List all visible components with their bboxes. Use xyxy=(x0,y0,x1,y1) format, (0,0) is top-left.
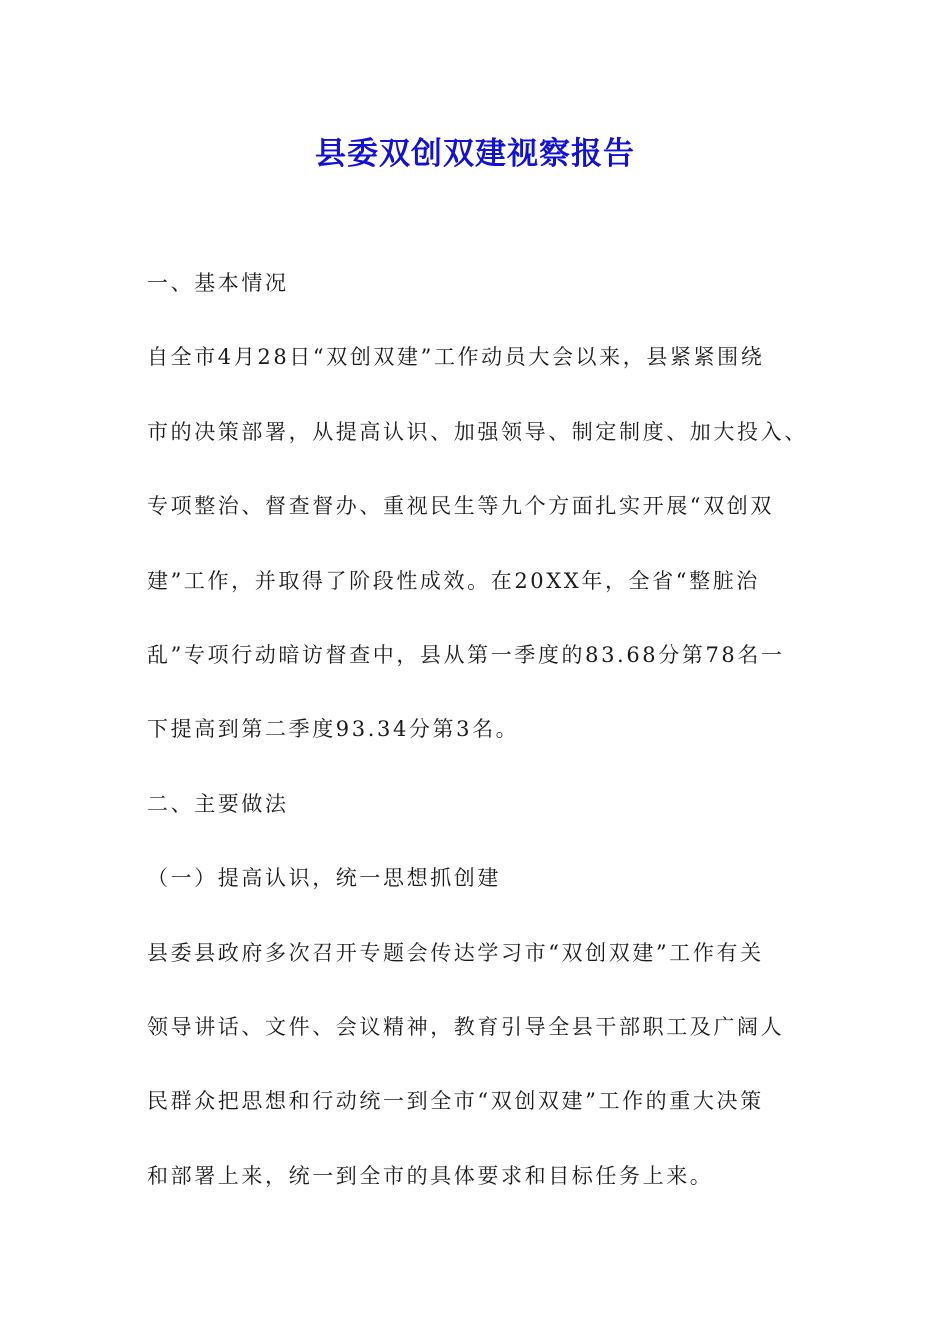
subsection-heading: （一）提高认识，统一思想抓创建 xyxy=(147,866,501,891)
paragraph-line: 专项整治、督查督办、重视民生等九个方面扎实开展“双创双 xyxy=(147,494,774,519)
paragraph-line: 民群众把思想和行动统一到全市“双创双建”工作的重大决策 xyxy=(147,1089,764,1114)
paragraph-line: 建”工作，并取得了阶段性成效。在20XX年，全省“整脏治 xyxy=(147,568,760,593)
paragraph-line: 县委县政府多次召开专题会传达学习市“双创双建”工作有关 xyxy=(147,940,764,965)
section-heading-basic-situation: 一、基本情况 xyxy=(147,271,289,295)
document-body xyxy=(147,262,827,1229)
paragraph-line: 下提高到第二季度93.34分第3名。 xyxy=(147,717,520,742)
document-title: 县委双创双建视察报告 xyxy=(315,136,635,172)
paragraph-line: 自全市4月28日“双创双建”工作动员大会以来，县紧紧围绕 xyxy=(147,345,765,370)
section-heading-main-practices: 二、主要做法 xyxy=(147,791,289,816)
paragraph-line: 和部署上来，统一到全市的具体要求和目标任务上来。 xyxy=(147,1163,714,1188)
paragraph-line: 乱”专项行动暗访督查中，县从第一季度的83.68分第78名一 xyxy=(147,642,785,667)
paragraph-line: 市的决策部署，从提高认识、加强领导、制定制度、加大投入、 xyxy=(147,419,808,444)
paragraph-line: 领导讲话、文件、会议精神，教育引导全县干部职工及广阔人 xyxy=(147,1014,785,1039)
